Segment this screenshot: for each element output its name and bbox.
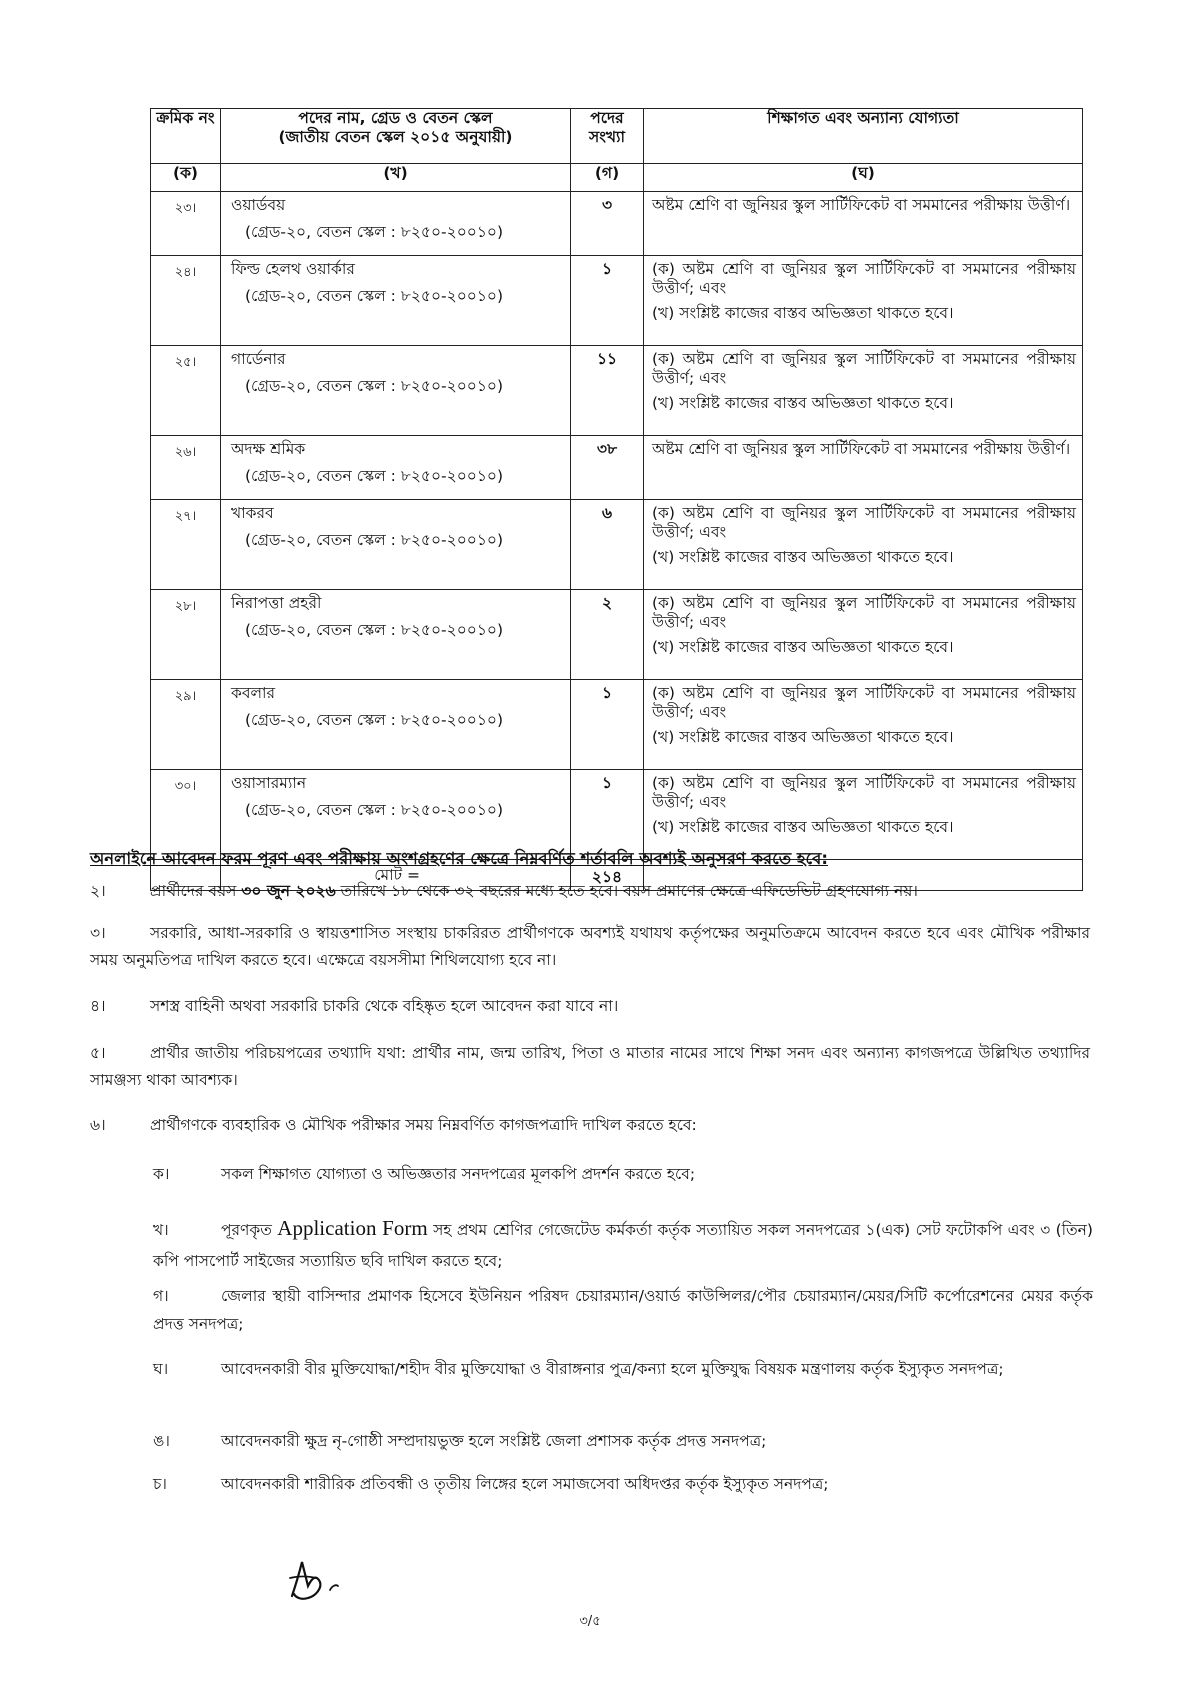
application-form-term: Application Form (277, 1216, 428, 1240)
header-post (221, 109, 571, 164)
conditions-heading: অনলাইনে আবেদন ফরম পূরণ এবং পরীক্ষায় অংশগ্রহণের ক্ষেত্রে নিম্নবর্ণিত শর্তাবলি অবশ্যই অনুসরণ করতে হবে: (90, 849, 828, 868)
qualification-line: (ক) অষ্টম শ্রেণি বা জুনিয়র স্কুল সার্টিফিকেট বা সমমানের পরীক্ষায় উত্তীর্ণ; এবং (652, 774, 1076, 811)
condition-number: ৩। (90, 924, 106, 942)
column-label: (গ) (571, 164, 644, 192)
qualification-cell (644, 256, 1083, 346)
qualification-line: (ক) অষ্টম শ্রেণি বা জুনিয়র স্কুল সার্টিফিকেট বা সমমানের পরীক্ষায় উত্তীর্ণ; এবং (652, 684, 1076, 721)
condition-3 (90, 920, 1090, 974)
qualification-cell (644, 346, 1083, 436)
qualification-line: (ক) অষ্টম শ্রেণি বা জুনিয়র স্কুল সার্টিফিকেট বা সমমানের পরীক্ষায় উত্তীর্ণ; এবং (652, 504, 1076, 541)
header-count: পদের সংখ্যা (571, 109, 644, 164)
serial-cell: ২৬। (151, 436, 221, 500)
item-number: ঙ। (153, 1432, 170, 1450)
count-cell: ২ (571, 590, 644, 680)
age-cutoff-date: ৩০ জুন ২০২৬ (241, 882, 336, 900)
column-label: (ঘ) (644, 164, 1083, 192)
condition-number: ৬। (90, 1116, 106, 1134)
item-number: ক। (153, 1165, 170, 1183)
item-number: চ। (153, 1475, 167, 1493)
condition-number: ৫। (90, 1044, 106, 1062)
qualification-cell (644, 436, 1083, 500)
qualification-line: (খ) সংশ্লিষ্ট কাজের বাস্তব অভিজ্ঞতা থাকতে হবে। (652, 547, 954, 566)
item-text: জেলার স্থায়ী বাসিন্দার প্রমাণক হিসেবে ইউনিয়ন পরিষদ চেয়ারম্যান/ওয়ার্ড কাউন্সিলর/পৌর চেয়ারম্যান/মেয়র/সিটি কর্পোরেশনের মেয়র কর্তৃক প্রদত্ত সনদপত্র; (153, 1287, 1093, 1333)
post-cell (221, 346, 571, 436)
item-text: আবেদনকারী ক্ষুদ্র নৃ-গোষ্ঠী সম্প্রদায়ভুক্ত হলে সংশ্লিষ্ট জেলা প্রশাসক কর্তৃক প্রদত্ত সনদপত্র; (221, 1432, 767, 1450)
post-grade: (গ্রেড-২০, বেতন স্কেল : ৮২৫০-২০০১০) (245, 530, 504, 549)
table-header-row (151, 109, 1083, 164)
condition-4 (90, 993, 1090, 1020)
serial-cell: ২৩। (151, 192, 221, 256)
condition-text: তারিখে ১৮ থেকে ৩২ বছরের মধ্যে হতে হবে। বয়স প্রমাণের ক্ষেত্রে এফিডেভিট গ্রহণযোগ্য নয়। (340, 882, 918, 900)
post-grade: (গ্রেড-২০, বেতন স্কেল : ৮২৫০-২০০১০) (245, 800, 504, 819)
condition-5 (90, 1040, 1090, 1094)
header-serial: ক্রমিক নং (151, 109, 221, 164)
total-label: মোট = (221, 860, 571, 891)
qualification-cell (644, 590, 1083, 680)
post-cell (221, 256, 571, 346)
condition-text: প্রার্থীদের বয়স (150, 882, 237, 900)
document-item-ka (153, 1161, 1093, 1189)
total-value: ২১৪ (571, 860, 644, 891)
post-grade: (গ্রেড-২০, বেতন স্কেল : ৮২৫০-২০০১০) (245, 710, 504, 729)
count-cell: ৩ (571, 192, 644, 256)
item-text: পূরণকৃত (221, 1221, 272, 1239)
item-number: ঘ। (153, 1360, 169, 1378)
item-text: সহ প্রথম শ্রেণির গেজেটেড কর্মকর্তা কর্তৃক সত্যায়িত সকল সনদপত্রের ১(এক) সেট ফটোকপি এবং ৩ (তিন) কপি পাসপোর্ট সাইজের সত্যায়িত ছবি দাখিল করতে হবে; (153, 1221, 1093, 1270)
serial-cell: ২৫। (151, 346, 221, 436)
count-cell: ১ (571, 680, 644, 770)
qualification-line: (ক) অষ্টম শ্রেণি বা জুনিয়র স্কুল সার্টিফিকেট বা সমমানের পরীক্ষায় উত্তীর্ণ; এবং (652, 260, 1076, 297)
count-cell: ৬ (571, 500, 644, 590)
post-cell (221, 192, 571, 256)
table-row (151, 500, 1083, 590)
qualification-line: (খ) সংশ্লিষ্ট কাজের বাস্তব অভিজ্ঞতা থাকতে হবে। (652, 637, 954, 656)
item-text: আবেদনকারী বীর মুক্তিযোদ্ধা/শহীদ বীর মুক্তিযোদ্ধা ও বীরাঙ্গনার পুত্র/কন্যা হলে মুক্তিযুদ্ধ বিষয়ক মন্ত্রণালয় কর্তৃক ইস্যুকৃত সনদপত্র; (221, 1360, 1004, 1378)
post-grade: (গ্রেড-২০, বেতন স্কেল : ৮২৫০-২০০১০) (245, 376, 504, 395)
qualification-cell (644, 192, 1083, 256)
document-item-uma (153, 1428, 1093, 1456)
page-number: ৩/৫ (579, 1614, 601, 1629)
count-cell: ১১ (571, 346, 644, 436)
item-text: আবেদনকারী শারীরিক প্রতিবন্ধী ও তৃতীয় লিঙ্গের হলে সমাজসেবা অধিদপ্তর কর্তৃক ইস্যুকৃত সনদপত্র; (221, 1475, 829, 1493)
header-qualification: শিক্ষাগত এবং অন্যান্য যোগ্যতা (644, 109, 1083, 164)
qualification-line: (খ) সংশ্লিষ্ট কাজের বাস্তব অভিজ্ঞতা থাকতে হবে। (652, 393, 954, 412)
post-grade: (গ্রেড-২০, বেতন স্কেল : ৮২৫০-২০০১০) (245, 286, 504, 305)
serial-cell: ২৭। (151, 500, 221, 590)
document-item-gha (153, 1356, 1093, 1384)
table-column-label-row (151, 164, 1083, 192)
document-item-ca (153, 1471, 1093, 1499)
count-cell: ৩৮ (571, 436, 644, 500)
qualification-line: (ক) অষ্টম শ্রেণি বা জুনিয়র স্কুল সার্টিফিকেট বা সমমানের পরীক্ষায় উত্তীর্ণ; এবং (652, 594, 1076, 631)
post-grade: (গ্রেড-২০, বেতন স্কেল : ৮২৫০-২০০১০) (245, 620, 504, 639)
post-name: খাকরব (231, 504, 274, 522)
post-cell (221, 436, 571, 500)
post-name: কবলার (231, 684, 276, 702)
post-grade: (গ্রেড-২০, বেতন স্কেল : ৮২৫০-২০০১০) (245, 466, 504, 485)
serial-cell: ৩০। (151, 770, 221, 860)
column-label: (খ) (221, 164, 571, 192)
condition-text: প্রার্থীর জাতীয় পরিচয়পত্রের তথ্যাদি যথা: প্রার্থীর নাম, জন্ম তারিখ, পিতা ও মাতার নামের সাথে শিক্ষা সনদ এবং অন্যান্য কাগজপত্রে উল্লিখিত তথ্যাদির সামঞ্জস্য থাকা আবশ্যক। (90, 1044, 1090, 1090)
column-label: (ক) (151, 164, 221, 192)
qualification-cell (644, 680, 1083, 770)
header-post-subtitle: (জাতীয় বেতন স্কেল ২০১৫ অনুযায়ী) (278, 127, 513, 146)
qualification-line: (খ) সংশ্লিষ্ট কাজের বাস্তব অভিজ্ঞতা থাকতে হবে। (652, 303, 954, 322)
initial-signature (286, 1556, 356, 1606)
qualification-line: অষ্টম শ্রেণি বা জুনিয়র স্কুল সার্টিফিকেট বা সমমানের পরীক্ষায় উত্তীর্ণ। (652, 196, 1071, 214)
qualification-line: (খ) সংশ্লিষ্ট কাজের বাস্তব অভিজ্ঞতা থাকতে হবে। (652, 817, 954, 836)
serial-cell: ২৪। (151, 256, 221, 346)
count-cell: ১ (571, 770, 644, 860)
post-cell (221, 680, 571, 770)
post-name: গার্ডেনার (231, 350, 286, 368)
count-cell: ১ (571, 256, 644, 346)
condition-number: ২। (90, 882, 106, 900)
item-text: সকল শিক্ষাগত যোগ্যতা ও অভিজ্ঞতার সনদপত্রের মূলকপি প্রদর্শন করতে হবে; (221, 1165, 696, 1183)
header-post-title: পদের নাম, গ্রেড ও বেতন স্কেল (298, 109, 493, 127)
qualification-line: (ক) অষ্টম শ্রেণি বা জুনিয়র স্কুল সার্টিফিকেট বা সমমানের পরীক্ষায় উত্তীর্ণ; এবং (652, 350, 1076, 387)
item-number: খ। (153, 1221, 169, 1239)
qualification-cell (644, 500, 1083, 590)
post-name: ফিল্ড হেলথ ওয়ার্কার (231, 260, 355, 278)
condition-text: সশস্ত্র বাহিনী অথবা সরকারি চাকরি থেকে বহিষ্কৃত হলে আবেদন করা যাবে না। (150, 997, 619, 1015)
table-row (151, 436, 1083, 500)
post-name: নিরাপত্তা প্রহরী (231, 594, 322, 612)
table-row (151, 346, 1083, 436)
post-name: অদক্ষ শ্রমিক (231, 440, 306, 458)
condition-2 (90, 878, 1090, 905)
posts-table (150, 108, 1083, 891)
qualification-line: (খ) সংশ্লিষ্ট কাজের বাস্তব অভিজ্ঞতা থাকতে হবে। (652, 727, 954, 746)
condition-text: সরকারি, আধা-সরকারি ও স্বায়ত্তশাসিত সংস্থায় চাকরিরত প্রার্থীগণকে অবশ্যই যথাযথ কর্তৃপক্ষের অনুমতিক্রমে আবেদন করতে হবে এবং মৌখিক পরীক্ষার সময় অনুমতিপত্র দাখিল করতে হবে। এক্ষেত্রে বয়সসীমা শিথিলযোগ্য হবে না। (90, 924, 1090, 970)
serial-cell: ২৮। (151, 590, 221, 680)
serial-cell: ২৯। (151, 680, 221, 770)
post-cell (221, 590, 571, 680)
post-name: ওয়ার্ডবয় (231, 196, 286, 214)
condition-6 (90, 1112, 1090, 1139)
condition-number: ৪। (90, 997, 106, 1015)
condition-text: প্রার্থীগণকে ব্যবহারিক ও মৌখিক পরীক্ষার সময় নিম্নবর্ণিত কাগজপত্রাদি দাখিল করতে হবে: (150, 1116, 697, 1134)
table-row (151, 256, 1083, 346)
table-row (151, 590, 1083, 680)
table-row (151, 680, 1083, 770)
document-item-ga (153, 1283, 1093, 1339)
qualification-line: অষ্টম শ্রেণি বা জুনিয়র স্কুল সার্টিফিকেট বা সমমানের পরীক্ষায় উত্তীর্ণ। (652, 440, 1071, 458)
post-name: ওয়াসারম্যান (231, 774, 307, 792)
table-row (151, 192, 1083, 256)
item-number: গ। (153, 1287, 169, 1305)
post-grade: (গ্রেড-২০, বেতন স্কেল : ৮২৫০-২০০১০) (245, 222, 504, 241)
post-cell (221, 500, 571, 590)
document-item-kha (153, 1210, 1093, 1276)
